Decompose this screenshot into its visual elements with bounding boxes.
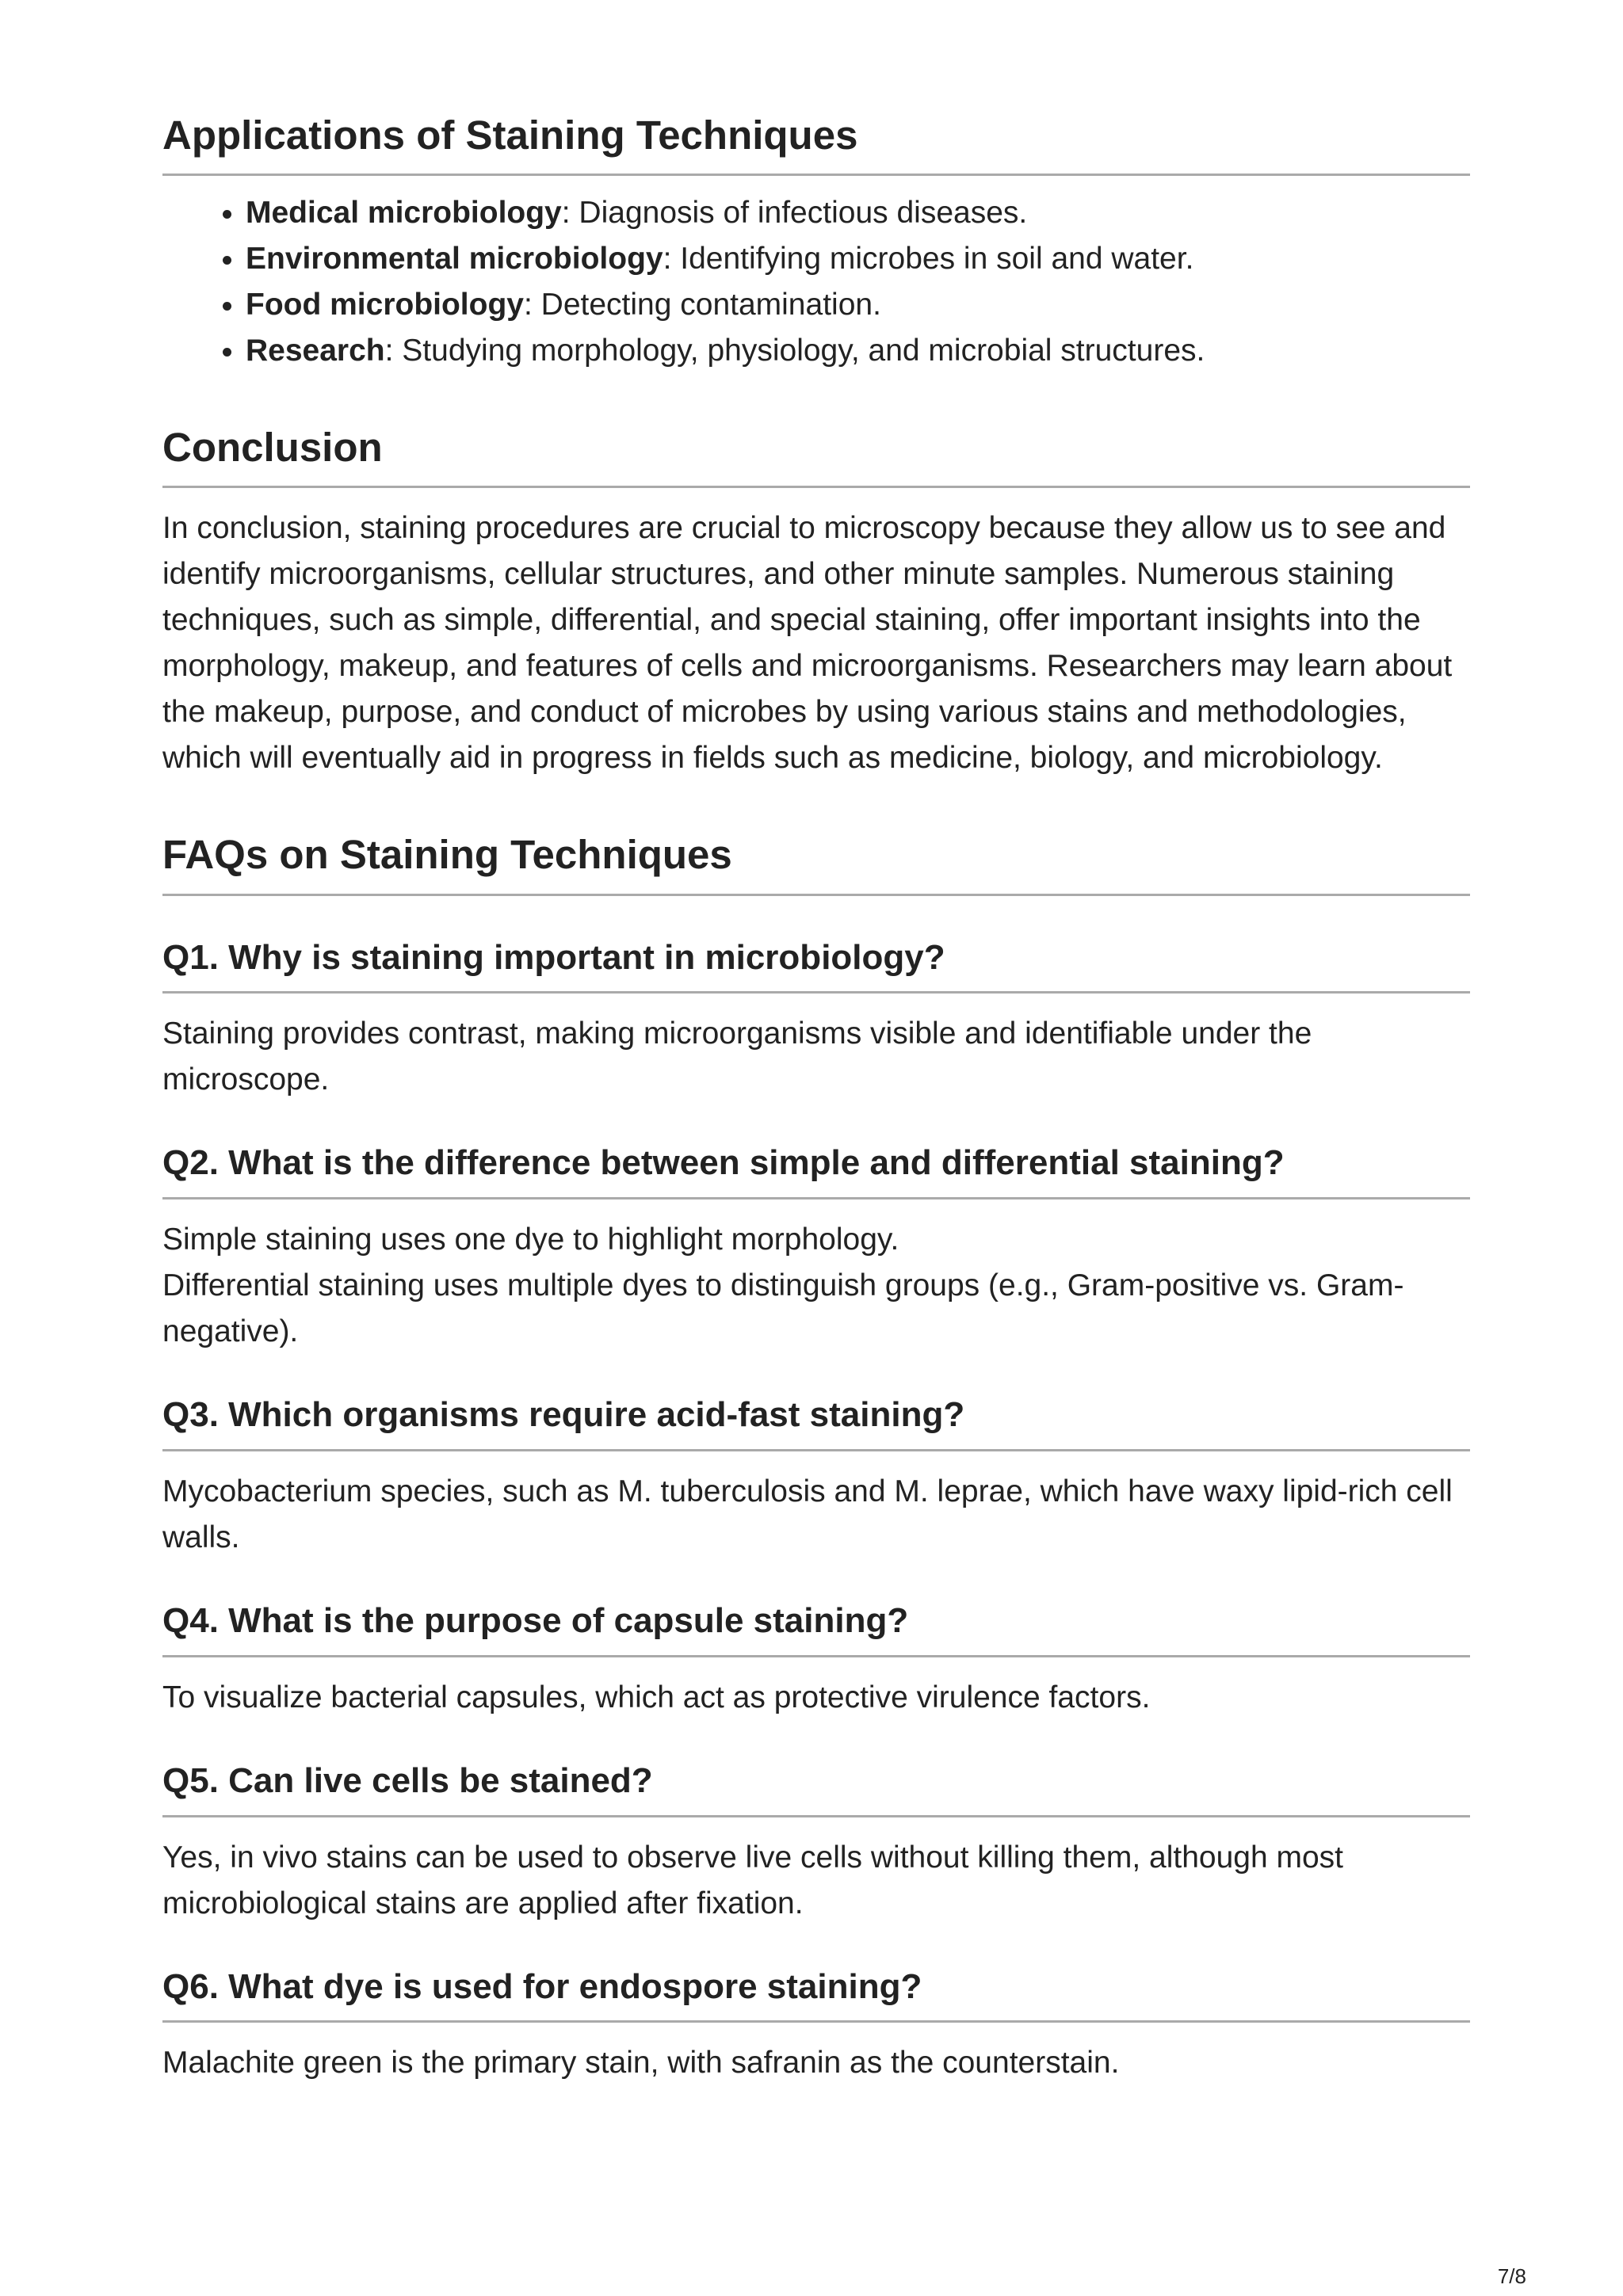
faq-answer: Staining provides contrast, making microorganisms visible and identifiable under the microscope.	[162, 1016, 1312, 1097]
faq-item	[162, 1394, 1470, 1561]
faq-item	[162, 1600, 1470, 1721]
page-number: 7/8	[1497, 2264, 1526, 2288]
list-item-desc: : Detecting contamination.	[523, 288, 881, 322]
faq-answer: To visualize bacterial capsules, which act as protective virulence factors.	[162, 1680, 1151, 1714]
conclusion-section	[162, 423, 1470, 781]
faq-question: Q1. Why is staining important in microbiology?	[162, 937, 1470, 994]
conclusion-text: In conclusion, staining procedures are crucial to microscopy because they allow us to see and identify microorganisms, cellular structures, and other minute samples. Numerous staining techniques, such as simple, differential, and special staining, offer important insights into the morphology, makeup, and features of cells and microorganisms. Researchers may learn about the makeup, purpose, and conduct of microbes by using various stains and methodologies, which will eventually aid in progress in fields such as medicine, biology, and microbiology.	[162, 511, 1453, 776]
conclusion-heading: Conclusion	[162, 423, 1470, 488]
list-item-desc: : Diagnosis of infectious diseases.	[561, 196, 1028, 231]
list-item	[246, 236, 1470, 282]
list-item-desc: : Identifying microbes in soil and water.	[663, 242, 1194, 277]
faq-answer: Yes, in vivo stains can be used to observe live cells without killing them, although most microbiological stains are applied after fixation.	[162, 1840, 1344, 1920]
faq-item	[162, 1760, 1470, 1927]
applications-list	[162, 190, 1470, 374]
applications-heading: Applications of Staining Techniques	[162, 111, 1470, 176]
faq-question: Q4. What is the purpose of capsule staining?	[162, 1600, 1470, 1657]
list-item	[246, 328, 1470, 374]
list-item-term: Medical microbiology	[246, 196, 562, 231]
faqs-heading: FAQs on Staining Techniques	[162, 830, 1470, 895]
faq-question: Q2. What is the difference between simple and differential staining?	[162, 1142, 1470, 1199]
faq-item	[162, 1142, 1470, 1355]
list-item	[246, 190, 1470, 236]
faq-answer: Malachite green is the primary stain, with safranin as the counterstain.	[162, 2046, 1120, 2081]
faqs-section	[162, 830, 1470, 2086]
list-item-desc: : Studying morphology, physiology, and microbial structures.	[384, 334, 1205, 368]
faq-item	[162, 1966, 1470, 2087]
list-item-term: Environmental microbiology	[246, 242, 663, 277]
faq-question: Q3. Which organisms require acid-fast staining?	[162, 1394, 1470, 1451]
list-item	[246, 282, 1470, 328]
faq-question: Q6. What dye is used for endospore staining?	[162, 1966, 1470, 2023]
faq-answer: Mycobacterium species, such as M. tuberculosis and M. leprae, which have waxy lipid-rich cell walls.	[162, 1474, 1453, 1554]
faq-question: Q5. Can live cells be stained?	[162, 1760, 1470, 1817]
faq-item	[162, 937, 1470, 1104]
document-page	[162, 111, 1470, 2086]
list-item-term: Food microbiology	[246, 288, 524, 322]
list-item-term: Research	[246, 334, 385, 368]
faq-answer: Simple staining uses one dye to highlight morphology. Differential staining uses multiple dyes to distinguish groups (e.g., Gram-positive vs. Gram-negative).	[162, 1222, 1404, 1349]
applications-section	[162, 111, 1470, 374]
